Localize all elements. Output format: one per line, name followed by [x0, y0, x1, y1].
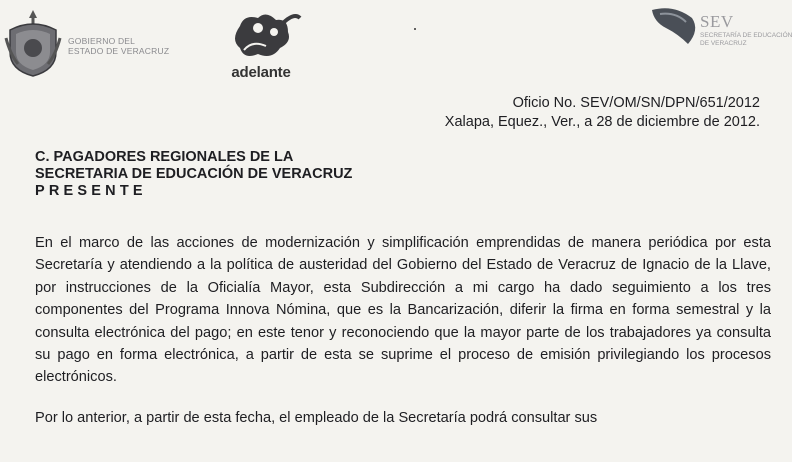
body-paragraph-2: Por lo anterior, a partir de esta fecha, el empleado de la Secretaría podrá consultar sus [35, 409, 598, 426]
scan-speck [414, 28, 416, 30]
veracruz-coat-of-arms-icon [4, 8, 62, 78]
sev-logo-icon [644, 4, 702, 50]
letterhead [0, 0, 792, 92]
sev-subtitle: SECRETARÍA DE EDUCACIÓN DE VERACRUZ [700, 32, 792, 47]
presente-line: PRESENTE [35, 183, 147, 199]
body-paragraph-1: En el marco de las acciones de modernización y simplificación emprendidas de manera periódica por esta Secretaría y atendiendo a la política de austeridad del Gobierno del Estado de Veracruz de Ignacio de la Llave, por instrucciones de la Oficialía Mayor, esta Subdirección a mi cargo ha dado seguimiento a los tres componentes del Programa Innova Nómina, que es la Bancarización, diferir la firma en forma semestral y la consulta electrónica del pago; en este tenor y reconociendo que la mayor parte de los trabajadores ya consulta su pago en forma electrónica, a partir de esta se suprime el proceso de emisión privilegiando los procesos electrónicos. [35, 235, 771, 386]
recipient-line-2: SECRETARIA DE EDUCACIÓN DE VERACRUZ [35, 166, 353, 182]
letter-body [35, 232, 771, 447]
recipient-block [35, 149, 352, 200]
adelante-wordmark: adelante [231, 64, 291, 81]
sev-title: SEV [700, 12, 734, 31]
adelante-logo-icon [222, 6, 302, 64]
document-header [445, 94, 760, 132]
place-and-date: Xalapa, Equez., Ver., a 28 de diciembre de 2012. [444, 114, 760, 130]
government-name: GOBIERNO DEL ESTADO DE VERACRUZ [68, 36, 170, 56]
recipient-line-1: C. PAGADORES REGIONALES DE LA [35, 149, 294, 165]
oficio-number: Oficio No. SEV/OM/SN/DPN/651/2012 [512, 95, 760, 111]
